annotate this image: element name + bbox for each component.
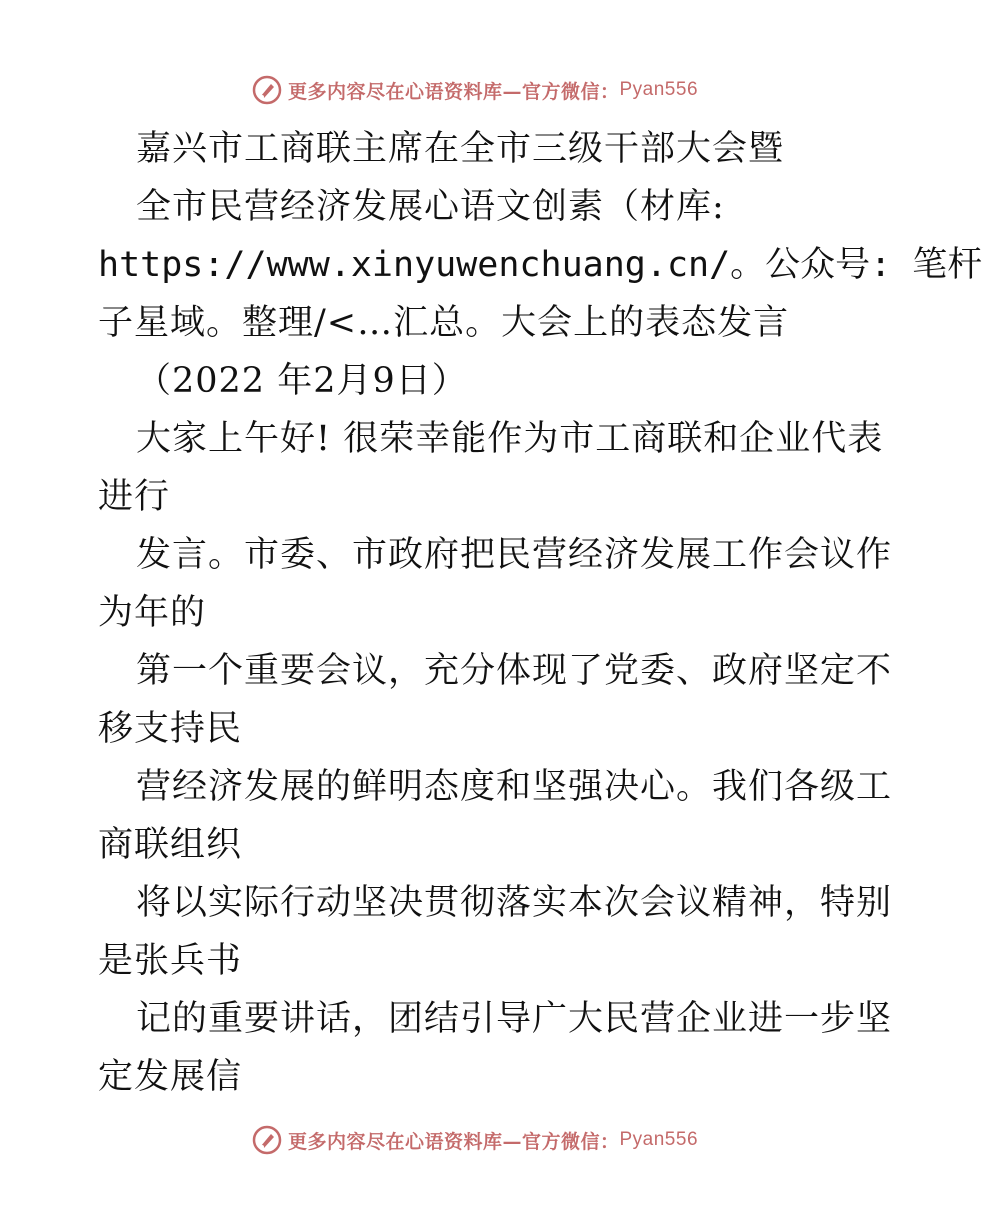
body-line: 将以实际行动坚决贯彻落实本次会议精神，特别 [136, 883, 893, 923]
pen-logo-icon [252, 1125, 282, 1155]
title-line-1: 嘉兴市工商联主席在全市三级干部大会暨 [136, 129, 785, 169]
body-line: 为年的 [98, 593, 207, 633]
body-line: 进行 [98, 477, 171, 517]
body-line: 第一个重要会议，充分体现了党委、政府坚定不 [136, 651, 893, 691]
body-line: 定发展信 [98, 1057, 243, 1097]
body-line: 大家上午好! 很荣幸能作为市工商联和企业代表 [136, 419, 884, 459]
watermark-wechat-id: Pyan556 [619, 79, 699, 100]
body-line: 移支持民 [98, 709, 243, 749]
body-line: 是张兵书 [98, 941, 243, 981]
pen-logo-icon [252, 75, 282, 105]
body-line: 营经济发展的鲜明态度和坚强决心。我们各级工 [136, 767, 893, 807]
title-line-4: 子星域。整理/<…汇总。大会上的表态发言 [98, 303, 790, 343]
body-line: 商联组织 [98, 825, 243, 865]
watermark-text: 更多内容尽在心语资料库—官方微信： [287, 80, 620, 103]
date-line: （2022 年2月9日） [136, 361, 468, 401]
header-watermark [0, 72, 950, 108]
title-line-2: 全市民营经济发展心语文创素（材库: [136, 187, 725, 227]
document-body [98, 120, 982, 1106]
body-line: 记的重要讲话，团结引导广大民营企业进一步坚 [136, 999, 893, 1039]
watermark-text: 更多内容尽在心语资料库—官方微信： [287, 1130, 620, 1153]
title-line-3: https://www.xinyuwenchuang.cn/。公众号: 笔杆 [98, 245, 982, 285]
footer-watermark [0, 1122, 950, 1158]
body-line: 发言。市委、市政府把民营经济发展工作会议作 [136, 535, 893, 575]
watermark-wechat-id: Pyan556 [619, 1129, 699, 1150]
